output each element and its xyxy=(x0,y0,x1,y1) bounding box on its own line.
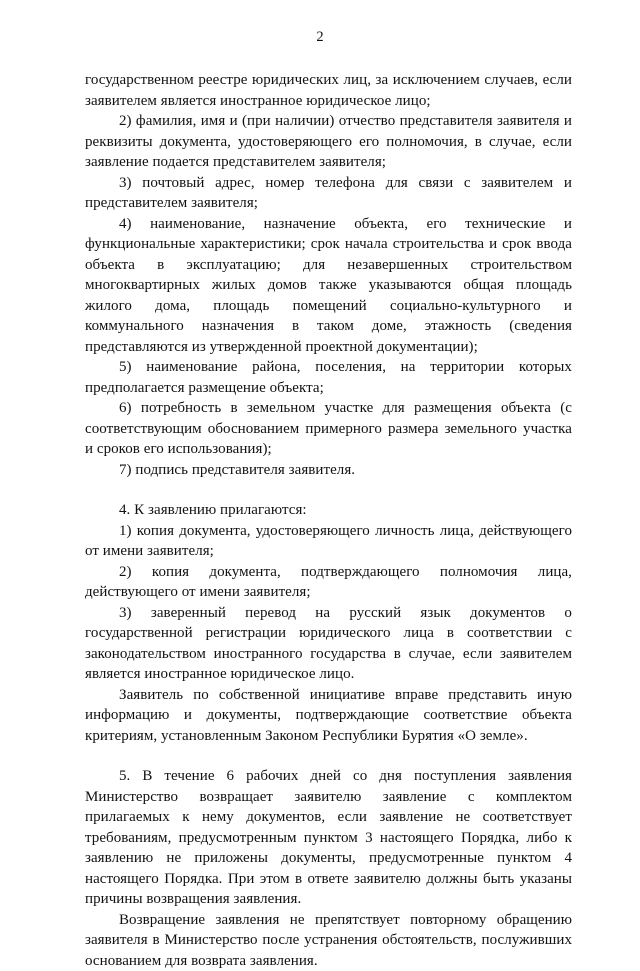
paragraph-item-3: 3) почтовый адрес, номер телефона для связи с заявителем и представителем заявителя; xyxy=(85,173,572,214)
section-4-heading: 4. К заявлению прилагаются: xyxy=(85,500,572,521)
attachment-item-3: 3) заверенный перевод на русский язык документов о государственной регистрации юридического лица в соответствии с законодательством иностранного государства в случае, если заявителем является иностранное юридическое лицо. xyxy=(85,603,572,685)
return-paragraph: Возвращение заявления не препятствует повторному обращению заявителя в Министерство после устранения обстоятельств, послуживших основанием для возврата заявления. xyxy=(85,910,572,971)
paragraph-item-4: 4) наименование, назначение объекта, его технические и функциональные характеристики; срок начала строительства и срок ввода объекта в эксплуатацию; для незавершенных строительством многоквартирных жилых домов также указываются общая площадь жилого дома, площадь помещений социально-культурного и коммунального назначения в таком доме, этажность (сведения представляются из утвержденной проектной документации); xyxy=(85,214,572,358)
document-body xyxy=(85,70,572,971)
paragraph-continuation: государственном реестре юридических лиц, за исключением случаев, если заявителем является иностранное юридическое лицо; xyxy=(85,70,572,111)
applicant-initiative-paragraph: Заявитель по собственной инициативе вправе представить иную информацию и документы, подтверждающие соответствие объекта критериям, установленным Законом Республики Бурятия «О земле». xyxy=(85,685,572,747)
attachment-item-1: 1) копия документа, удостоверяющего личность лица, действующего от имени заявителя; xyxy=(85,521,572,562)
paragraph-item-7: 7) подпись представителя заявителя. xyxy=(85,460,572,481)
section-spacer xyxy=(85,746,572,766)
section-spacer xyxy=(85,480,572,500)
page-number: 2 xyxy=(0,28,640,46)
paragraph-item-6: 6) потребность в земельном участке для размещения объекта (с соответствующим обоснованием примерного размера земельного участка и сроков его использования); xyxy=(85,398,572,460)
attachment-item-2: 2) копия документа, подтверждающего полномочия лица, действующего от имени заявителя; xyxy=(85,562,572,603)
section-5-paragraph: 5. В течение 6 рабочих дней со дня поступления заявления Министерство возвращает заявителю заявление с комплектом прилагаемых к нему документов, если заявление не соответствует требованиям, предусмотренным пунктом 3 настоящего Порядка, либо к заявлению не приложены документы, предусмотренные пунктом 4 настоящего Порядка. При этом в ответе заявителю должны быть указаны причины возвращения заявления. xyxy=(85,766,572,910)
paragraph-item-5: 5) наименование района, поселения, на территории которых предполагается размещение объекта; xyxy=(85,357,572,398)
paragraph-item-2: 2) фамилия, имя и (при наличии) отчество представителя заявителя и реквизиты документа, удостоверяющего его полномочия, в случае, если заявление подается представителем заявителя; xyxy=(85,111,572,173)
